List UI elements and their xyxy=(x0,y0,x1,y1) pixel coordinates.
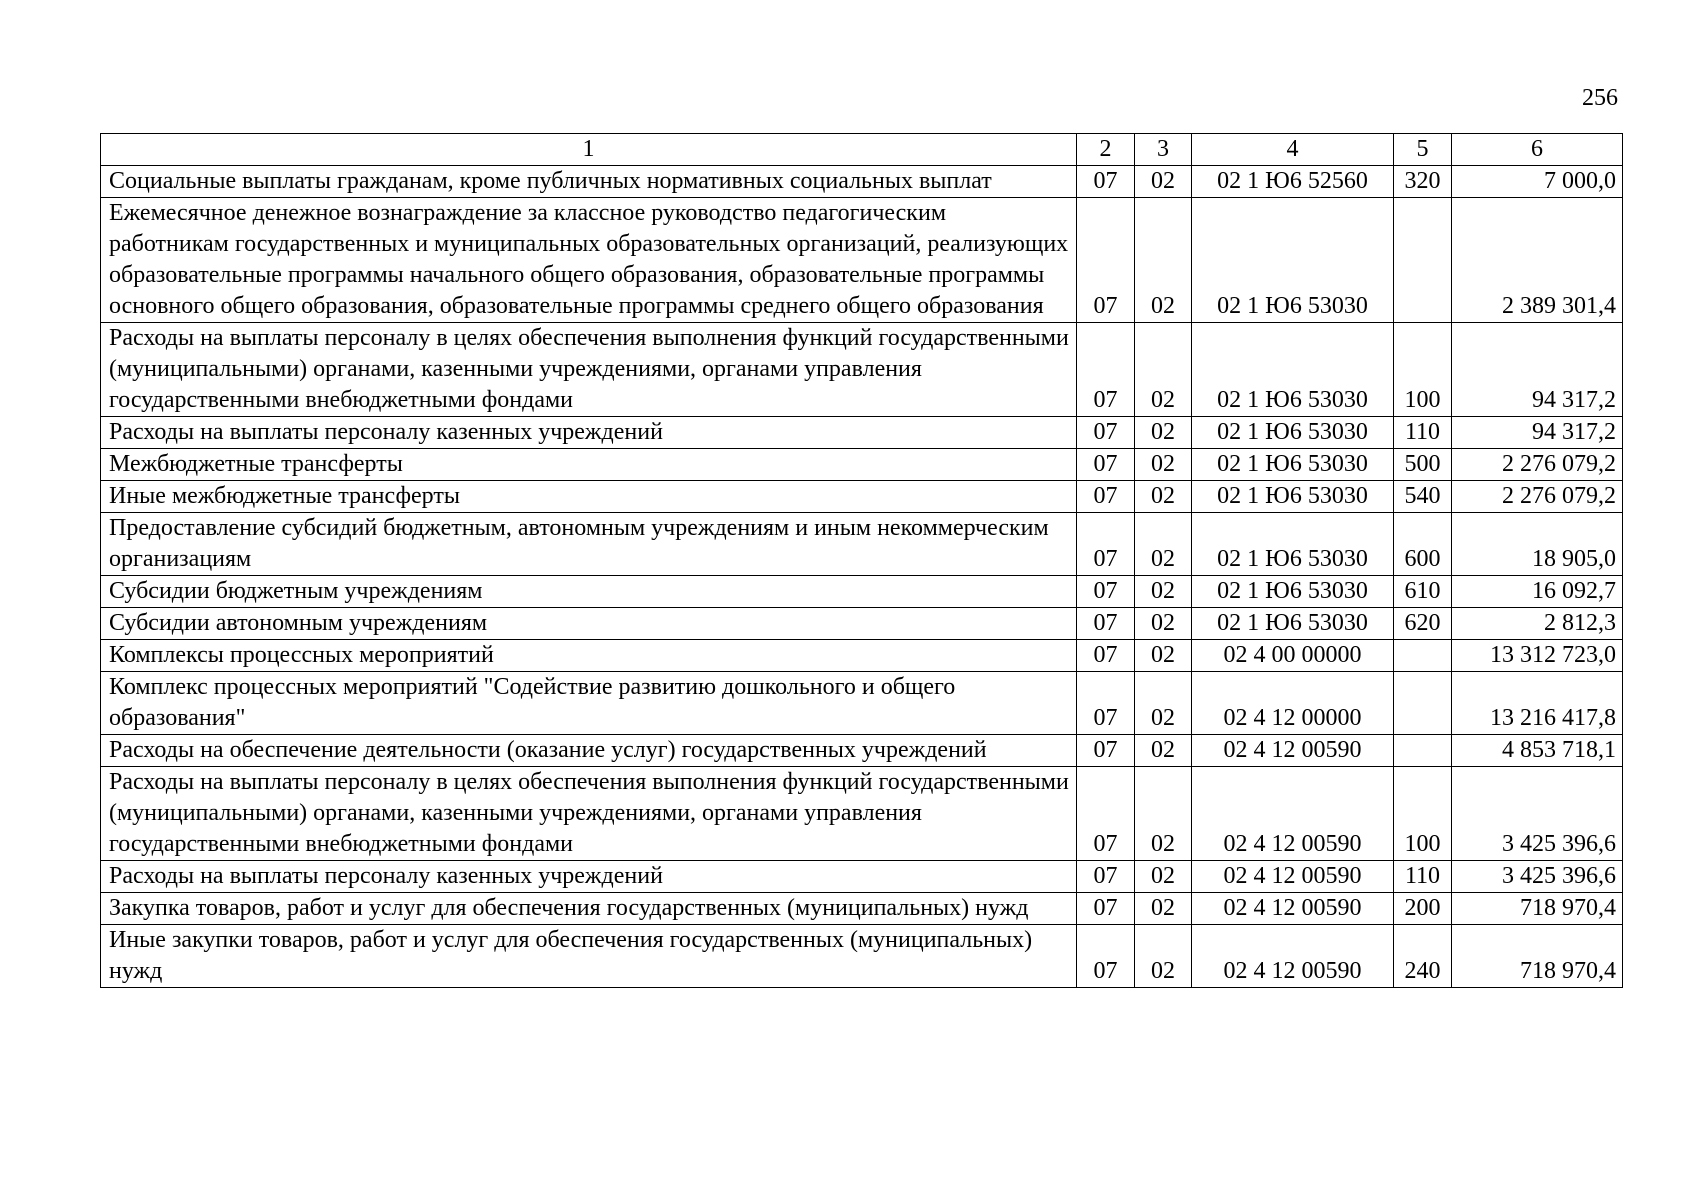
row-name-cell: Расходы на обеспечение деятельности (оказание услуг) государственных учреждений xyxy=(101,735,1077,767)
row-target-article-cell: 02 4 12 00590 xyxy=(1192,861,1394,893)
column-header-4: 4 xyxy=(1192,134,1394,166)
row-amount-cell: 2 389 301,4 xyxy=(1452,198,1623,323)
table-row xyxy=(101,323,1623,417)
table-row xyxy=(101,893,1623,925)
row-name-cell: Субсидии автономным учреждениям xyxy=(101,608,1077,640)
row-expense-type-cell: 110 xyxy=(1394,861,1452,893)
table-body xyxy=(101,134,1623,988)
column-header-3: 3 xyxy=(1135,134,1192,166)
row-amount-cell: 13 312 723,0 xyxy=(1452,640,1623,672)
row-section-cell: 07 xyxy=(1077,449,1135,481)
row-subsection-cell: 02 xyxy=(1135,449,1192,481)
row-target-article-cell: 02 1 Ю6 53030 xyxy=(1192,449,1394,481)
column-header-5: 5 xyxy=(1394,134,1452,166)
row-name-cell: Социальные выплаты гражданам, кроме публичных нормативных социальных выплат xyxy=(101,166,1077,198)
column-header-1: 1 xyxy=(101,134,1077,166)
row-name-cell: Межбюджетные трансферты xyxy=(101,449,1077,481)
row-name-cell: Комплексы процессных мероприятий xyxy=(101,640,1077,672)
table-row xyxy=(101,672,1623,735)
row-subsection-cell: 02 xyxy=(1135,166,1192,198)
row-name-cell: Предоставление субсидий бюджетным, автономным учреждениям и иным некоммерческим организациям xyxy=(101,513,1077,576)
row-section-cell: 07 xyxy=(1077,672,1135,735)
row-subsection-cell: 02 xyxy=(1135,893,1192,925)
row-name-cell: Иные закупки товаров, работ и услуг для обеспечения государственных (муниципальных) нужд xyxy=(101,925,1077,988)
row-section-cell: 07 xyxy=(1077,513,1135,576)
page-number: 256 xyxy=(1582,85,1618,111)
row-amount-cell: 2 812,3 xyxy=(1452,608,1623,640)
row-target-article-cell: 02 1 Ю6 52560 xyxy=(1192,166,1394,198)
row-section-cell: 07 xyxy=(1077,323,1135,417)
row-target-article-cell: 02 4 12 00590 xyxy=(1192,735,1394,767)
row-section-cell: 07 xyxy=(1077,861,1135,893)
row-expense-type-cell xyxy=(1394,735,1452,767)
row-amount-cell: 94 317,2 xyxy=(1452,417,1623,449)
table-row xyxy=(101,608,1623,640)
row-target-article-cell: 02 1 Ю6 53030 xyxy=(1192,323,1394,417)
row-section-cell: 07 xyxy=(1077,640,1135,672)
table-row xyxy=(101,925,1623,988)
row-amount-cell: 7 000,0 xyxy=(1452,166,1623,198)
row-subsection-cell: 02 xyxy=(1135,608,1192,640)
row-subsection-cell: 02 xyxy=(1135,861,1192,893)
row-subsection-cell: 02 xyxy=(1135,640,1192,672)
row-target-article-cell: 02 1 Ю6 53030 xyxy=(1192,481,1394,513)
row-target-article-cell: 02 4 12 00000 xyxy=(1192,672,1394,735)
row-section-cell: 07 xyxy=(1077,735,1135,767)
row-section-cell: 07 xyxy=(1077,417,1135,449)
row-expense-type-cell: 620 xyxy=(1394,608,1452,640)
table-row xyxy=(101,576,1623,608)
row-subsection-cell: 02 xyxy=(1135,672,1192,735)
row-expense-type-cell xyxy=(1394,198,1452,323)
row-name-cell: Расходы на выплаты персоналу казенных учреждений xyxy=(101,861,1077,893)
table-row xyxy=(101,735,1623,767)
row-amount-cell: 16 092,7 xyxy=(1452,576,1623,608)
row-expense-type-cell xyxy=(1394,640,1452,672)
row-name-cell: Закупка товаров, работ и услуг для обеспечения государственных (муниципальных) нужд xyxy=(101,893,1077,925)
table-row xyxy=(101,513,1623,576)
row-subsection-cell: 02 xyxy=(1135,513,1192,576)
row-expense-type-cell: 540 xyxy=(1394,481,1452,513)
row-subsection-cell: 02 xyxy=(1135,735,1192,767)
row-name-cell: Комплекс процессных мероприятий "Содействие развитию дошкольного и общего образования" xyxy=(101,672,1077,735)
row-name-cell: Расходы на выплаты персоналу казенных учреждений xyxy=(101,417,1077,449)
table-row xyxy=(101,767,1623,861)
row-amount-cell: 18 905,0 xyxy=(1452,513,1623,576)
row-target-article-cell: 02 1 Ю6 53030 xyxy=(1192,576,1394,608)
row-name-cell: Иные межбюджетные трансферты xyxy=(101,481,1077,513)
row-subsection-cell: 02 xyxy=(1135,417,1192,449)
table-row xyxy=(101,417,1623,449)
budget-table xyxy=(100,133,1623,988)
table-row xyxy=(101,640,1623,672)
row-expense-type-cell: 600 xyxy=(1394,513,1452,576)
row-name-cell: Субсидии бюджетным учреждениям xyxy=(101,576,1077,608)
row-amount-cell: 3 425 396,6 xyxy=(1452,861,1623,893)
row-expense-type-cell: 110 xyxy=(1394,417,1452,449)
row-target-article-cell: 02 1 Ю6 53030 xyxy=(1192,417,1394,449)
row-subsection-cell: 02 xyxy=(1135,198,1192,323)
row-section-cell: 07 xyxy=(1077,198,1135,323)
row-expense-type-cell: 100 xyxy=(1394,323,1452,417)
table-row xyxy=(101,449,1623,481)
row-amount-cell: 4 853 718,1 xyxy=(1452,735,1623,767)
row-subsection-cell: 02 xyxy=(1135,481,1192,513)
row-amount-cell: 2 276 079,2 xyxy=(1452,449,1623,481)
table-row xyxy=(101,481,1623,513)
row-name-cell: Ежемесячное денежное вознаграждение за классное руководство педагогическим работникам государственных и муниципальных образовательных организаций, реализующих образовательные программы начального общего образования, образовательные программы основного общего образования, образовательные программы среднего общего образования xyxy=(101,198,1077,323)
row-section-cell: 07 xyxy=(1077,767,1135,861)
row-amount-cell: 3 425 396,6 xyxy=(1452,767,1623,861)
row-section-cell: 07 xyxy=(1077,925,1135,988)
row-section-cell: 07 xyxy=(1077,576,1135,608)
row-subsection-cell: 02 xyxy=(1135,767,1192,861)
row-section-cell: 07 xyxy=(1077,608,1135,640)
row-expense-type-cell: 610 xyxy=(1394,576,1452,608)
row-expense-type-cell: 240 xyxy=(1394,925,1452,988)
table-row xyxy=(101,166,1623,198)
column-header-6: 6 xyxy=(1452,134,1623,166)
column-header-row xyxy=(101,134,1623,166)
row-expense-type-cell xyxy=(1394,672,1452,735)
row-target-article-cell: 02 1 Ю6 53030 xyxy=(1192,513,1394,576)
row-expense-type-cell: 200 xyxy=(1394,893,1452,925)
row-subsection-cell: 02 xyxy=(1135,925,1192,988)
row-amount-cell: 718 970,4 xyxy=(1452,925,1623,988)
row-section-cell: 07 xyxy=(1077,481,1135,513)
row-subsection-cell: 02 xyxy=(1135,323,1192,417)
row-section-cell: 07 xyxy=(1077,893,1135,925)
row-amount-cell: 718 970,4 xyxy=(1452,893,1623,925)
row-amount-cell: 2 276 079,2 xyxy=(1452,481,1623,513)
row-target-article-cell: 02 4 12 00590 xyxy=(1192,767,1394,861)
column-header-2: 2 xyxy=(1077,134,1135,166)
row-target-article-cell: 02 1 Ю6 53030 xyxy=(1192,608,1394,640)
row-expense-type-cell: 500 xyxy=(1394,449,1452,481)
row-amount-cell: 13 216 417,8 xyxy=(1452,672,1623,735)
row-expense-type-cell: 100 xyxy=(1394,767,1452,861)
row-section-cell: 07 xyxy=(1077,166,1135,198)
row-amount-cell: 94 317,2 xyxy=(1452,323,1623,417)
row-target-article-cell: 02 4 12 00590 xyxy=(1192,925,1394,988)
table-row xyxy=(101,861,1623,893)
row-target-article-cell: 02 4 00 00000 xyxy=(1192,640,1394,672)
row-target-article-cell: 02 1 Ю6 53030 xyxy=(1192,198,1394,323)
row-subsection-cell: 02 xyxy=(1135,576,1192,608)
row-name-cell: Расходы на выплаты персоналу в целях обеспечения выполнения функций государственными (муниципальными) органами, казенными учреждениями, органами управления государственными внебюджетными фондами xyxy=(101,323,1077,417)
table-row xyxy=(101,198,1623,323)
row-expense-type-cell: 320 xyxy=(1394,166,1452,198)
row-target-article-cell: 02 4 12 00590 xyxy=(1192,893,1394,925)
row-name-cell: Расходы на выплаты персоналу в целях обеспечения выполнения функций государственными (муниципальными) органами, казенными учреждениями, органами управления государственными внебюджетными фондами xyxy=(101,767,1077,861)
